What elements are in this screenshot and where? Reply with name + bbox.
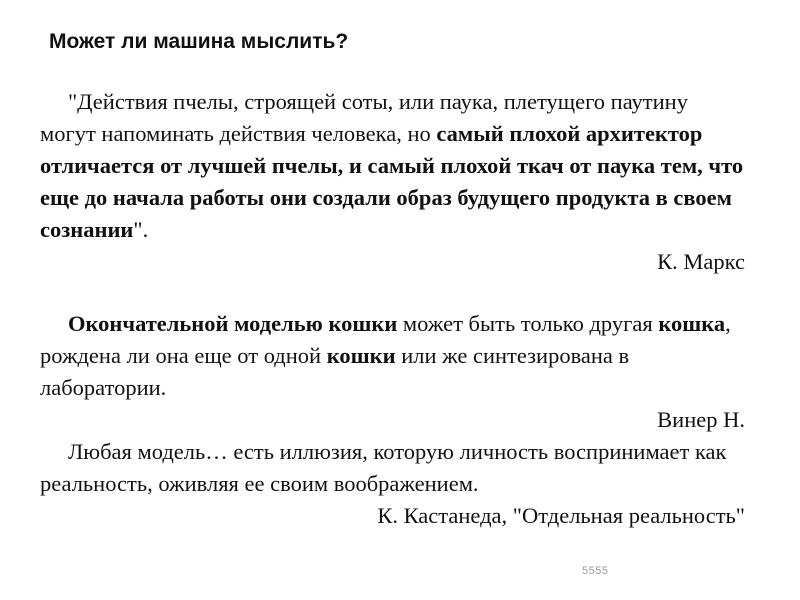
quote-wiener-emphasis-2: кошка bbox=[658, 311, 726, 336]
quote-marx-closing: ". bbox=[133, 217, 149, 242]
quote-wiener-text-2: , рождена ли она еще от одной bbox=[40, 311, 731, 368]
spacer bbox=[40, 278, 745, 308]
author-castaneda: К. Кастанеда, "Отдельная реальность" bbox=[377, 503, 745, 528]
quote-marx bbox=[40, 86, 745, 246]
author-wiener: Винер Н. bbox=[657, 407, 745, 432]
quote-marx-text: "Действия пчелы, строящей соты, или паука, плетущего паутину могут напоминать действия человека, но bbox=[40, 89, 688, 146]
author-marx: К. Маркс bbox=[657, 249, 745, 274]
quote-marx-emphasis: самый плохой архитектор отличается от лучшей пчелы, и самый плохой ткач от паука тем, что еще до начала работы они создали образ будущего продукта в своем сознании bbox=[40, 121, 744, 242]
quote-wiener-text-1: может быть только другая bbox=[397, 311, 659, 336]
slide-number: 5555 bbox=[582, 565, 609, 577]
quote-wiener-emphasis-3: кошки bbox=[326, 343, 396, 368]
quote-wiener-text-3: или же синтезирована в лаборатории. bbox=[40, 343, 630, 400]
quote-wiener bbox=[40, 308, 745, 404]
quote-castaneda: Любая модель… есть иллюзия, которую личность воспринимает как реальность, оживляя ее своим воображением. bbox=[40, 439, 727, 496]
slide-content bbox=[40, 86, 745, 532]
slide-title: Может ли машина мыслить? bbox=[49, 30, 349, 53]
quote-wiener-emphasis-1: Окончательной моделью кошки bbox=[68, 311, 398, 336]
